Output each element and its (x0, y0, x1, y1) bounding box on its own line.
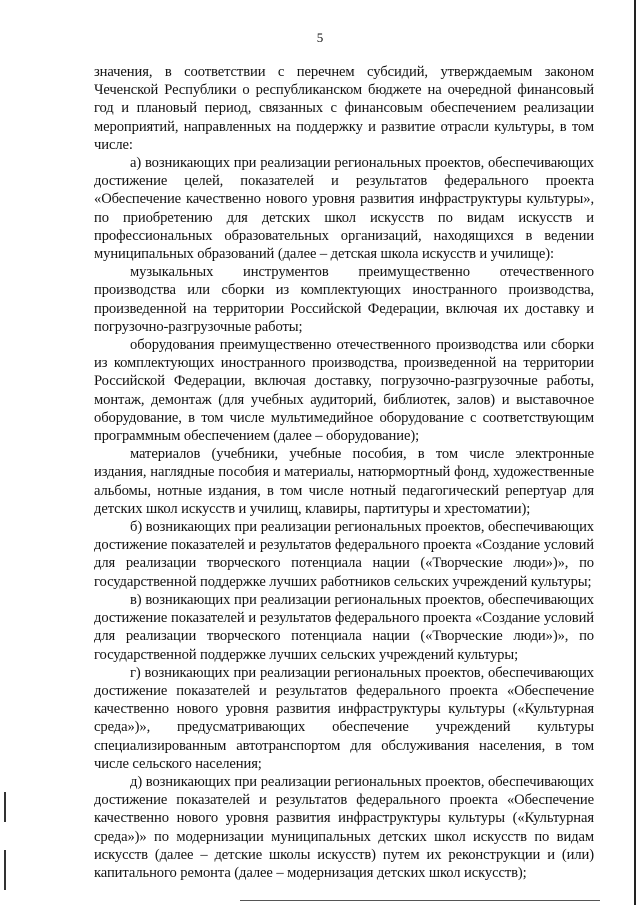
bottom-scan-line (240, 900, 600, 901)
scan-edge-right (634, 0, 636, 905)
paragraph-a: а) возникающих при реализации региональных проектов, обеспечивающих достижение целей, показателей и результатов федерального проекта «Обеспечение качественно нового уровня развития инфраструктуры культуры», по приобретению для детских школ искусств по видам искусств и профессиональных образовательных организаций, находящихся в ведении муниципальных образований (далее – детская школа искусств и училище): (94, 155, 594, 263)
paragraph-g: г) возникающих при реализации региональных проектов, обеспечивающих достижение показателей и результатов федерального проекта «Обеспечение качественно нового уровня развития инфраструктуры культуры («Культурная среда»)», предусматривающих обеспечение учреждений культуры специализированным автотранспортом для обслуживания населения, в том числе сельского населения; (94, 664, 594, 772)
scan-edge-left-mark (4, 792, 6, 822)
paragraph-d: д) возникающих при реализации региональных проектов, обеспечивающих достижение показателей и результатов федерального проекта «Обеспечение качественно нового уровня развития инфраструктуры культуры («Культурная среда»)» по модернизации муниципальных детских школ искусств по видам искусств (далее – детские школы искусств) путем их реконструкции и (или) капитального ремонта (далее – модернизация детских школ искусств); (94, 773, 594, 881)
paragraph-b: б) возникающих при реализации региональных проектов, обеспечивающих достижение показателей и результатов федерального проекта «Создание условий для реализации творческого потенциала нации («Творческие люди»)», по государственной поддержке лучших работников сельских учреждений культуры; (94, 519, 594, 590)
scan-edge-left-mark (4, 850, 6, 890)
paragraph-v: в) возникающих при реализации региональных проектов, обеспечивающих достижение показателей и результатов федерального проекта «Создание условий для реализации творческого потенциала нации («Творческие люди»)», по государственной поддержке лучших сельских учреждений культуры; (94, 591, 594, 663)
document-body (94, 63, 594, 882)
page-number: 5 (316, 30, 324, 45)
paragraph-materials: материалов (учебники, учебные пособия, в том числе электронные издания, наглядные пособия и материалы, натюрмортный фонд, художественные альбомы, нотные издания, в том числе нотный педагогический репертуар для детских школ искусств и училищ, клавиры, партитуры и хрестоматии); (94, 446, 594, 517)
paragraph-intro: значения, в соответствии с перечнем субсидий, утверждаемым законом Чеченской Республики о республиканском бюджете на очередной финансовый год и плановый период, связанных с финансовым обеспечением реализации мероприятий, направленных на поддержку и развитие отрасли культуры, в том числе: (94, 64, 594, 153)
paragraph-equipment: оборудования преимущественно отечественного производства или сборки из комплектующих иностранного производства, произведенной на территории Российской Федерации, включая доставку, погрузочно-разгрузочные работы, монтаж, демонтаж (для учебных аудиторий, библиотек, залов) и выставочное оборудование, в том числе мультимедийное оборудование с соответствующим программным обеспечением (далее – оборудование); (94, 337, 594, 445)
paragraph-musical-instruments: музыкальных инструментов преимущественно отечественного производства или сборки из комплектующих иностранного производства, произведенной на территории Российской Федерации, включая их доставку и погрузочно-разгрузочные работы; (94, 264, 594, 335)
